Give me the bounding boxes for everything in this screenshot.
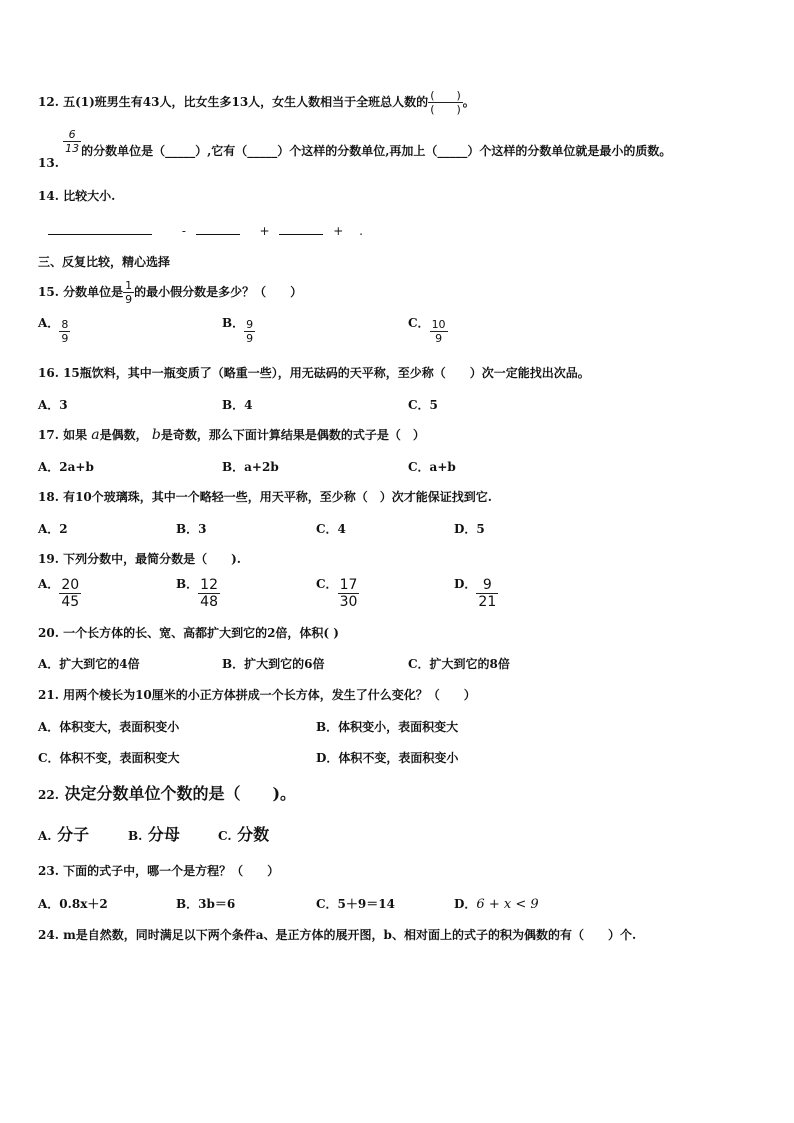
question-number: 19. bbox=[38, 552, 59, 566]
fraction-numerator: 6 bbox=[68, 128, 76, 141]
operator: - bbox=[181, 224, 186, 238]
question-20 bbox=[38, 625, 339, 641]
option-c[interactable]: C．体积不变，表面积变大 bbox=[38, 751, 180, 765]
option-c[interactable]: C．a+b bbox=[408, 460, 456, 474]
option-b[interactable]: B．4 bbox=[222, 398, 253, 412]
question-number: 21. bbox=[38, 688, 59, 702]
fraction bbox=[338, 577, 360, 610]
question-text: 的最小假分数是多少？（ ） bbox=[134, 285, 303, 299]
option-b[interactable]: B．3b＝6 bbox=[176, 897, 236, 911]
question-end: 。 bbox=[462, 95, 475, 109]
fraction-denominator: 30 bbox=[339, 594, 358, 610]
option-label: A． bbox=[38, 577, 60, 591]
fraction bbox=[476, 577, 498, 610]
question-number: 23. bbox=[38, 864, 59, 878]
question-21 bbox=[38, 687, 476, 703]
fraction-denominator: 9 bbox=[430, 331, 448, 345]
question-text: 的分数单位是（_____）,它有（_____）个这样的分数单位,再加上（_____）个这样的分数单位就是最小的质数。 bbox=[81, 144, 672, 158]
option-b[interactable] bbox=[176, 577, 220, 610]
option-a[interactable] bbox=[38, 825, 89, 846]
fraction-denominator: 45 bbox=[61, 594, 80, 610]
fraction-denominator: 21 bbox=[478, 594, 497, 610]
question-text: 一个长方体的长、宽、高都扩大到它的2倍，体积( ) bbox=[63, 626, 339, 640]
option-label: A． bbox=[38, 316, 60, 330]
option-label: A. bbox=[38, 829, 52, 843]
variable-a: a bbox=[91, 427, 100, 443]
question-text: 决定分数单位个数的是（ )。 bbox=[64, 784, 297, 803]
question-text: 用两个棱长为10厘米的小正方体拼成一个长方体，发生了什么变化？（ ） bbox=[63, 688, 476, 702]
question-number: 18. bbox=[38, 490, 59, 504]
question-23 bbox=[38, 863, 279, 879]
question-text: 下面的式子中，哪一个是方程？（ ） bbox=[63, 864, 280, 878]
option-a[interactable]: A．0.8x＋2 bbox=[38, 897, 108, 911]
fraction bbox=[244, 318, 255, 345]
fraction-numerator: ( ) bbox=[430, 89, 461, 102]
option-label: B． bbox=[222, 316, 245, 330]
question-text: 如果 bbox=[63, 428, 88, 442]
fraction-numerator: 1 bbox=[125, 279, 133, 292]
operator: + bbox=[333, 224, 344, 238]
question-text: 比较大小. bbox=[63, 189, 116, 203]
question-14 bbox=[38, 188, 115, 204]
option-a[interactable] bbox=[38, 318, 70, 345]
question-24 bbox=[38, 927, 636, 943]
option-c[interactable]: C．4 bbox=[316, 522, 346, 536]
question-number: 15. bbox=[38, 285, 59, 299]
question-number: 22. bbox=[38, 788, 59, 802]
option-label: C. bbox=[218, 829, 232, 843]
fraction bbox=[428, 89, 463, 116]
option-b[interactable] bbox=[222, 318, 255, 345]
question-17 bbox=[38, 427, 425, 443]
option-d[interactable]: D．5 bbox=[454, 522, 485, 536]
option-label: D． bbox=[454, 577, 477, 591]
option-b[interactable]: B．3 bbox=[176, 522, 207, 536]
question-16 bbox=[38, 365, 590, 381]
option-b[interactable]: B．体积变小，表面积变大 bbox=[316, 720, 459, 734]
option-label: D． bbox=[454, 897, 477, 911]
variable-b: b bbox=[151, 427, 161, 443]
question-text: m是自然数，同时满足以下两个条件a、是正方体的展开图，b、相对面上的式子的积为偶数的有（ ）个. bbox=[63, 928, 637, 942]
option-c[interactable] bbox=[218, 825, 269, 846]
option-c[interactable]: C．5 bbox=[408, 398, 438, 412]
option-c[interactable]: C．扩大到它的8倍 bbox=[408, 657, 510, 671]
option-d[interactable] bbox=[454, 577, 498, 610]
question-19 bbox=[38, 551, 241, 567]
section-title: 三、反复比较，精心选择 bbox=[38, 255, 171, 269]
option-expression: 6 + x < 9 bbox=[476, 897, 539, 912]
question-22 bbox=[38, 784, 296, 805]
option-label: C． bbox=[408, 316, 430, 330]
fraction-numerator: 20 bbox=[61, 577, 80, 593]
fraction-denominator: ( ) bbox=[430, 103, 461, 116]
question-text: 是偶数， bbox=[99, 428, 148, 442]
question-15 bbox=[38, 279, 302, 306]
fraction bbox=[430, 318, 448, 345]
option-a[interactable]: A．2 bbox=[38, 522, 68, 536]
question-number: 17. bbox=[38, 428, 59, 442]
fraction-denominator: 13 bbox=[65, 142, 80, 155]
fraction-numerator: 17 bbox=[339, 577, 358, 593]
fraction-numerator: 8 bbox=[61, 318, 69, 331]
question-13 bbox=[38, 128, 672, 170]
answer-blank[interactable] bbox=[279, 222, 323, 235]
option-text: 分数 bbox=[237, 825, 270, 844]
fraction-denominator: 48 bbox=[200, 594, 218, 610]
question-number: 20. bbox=[38, 626, 59, 640]
option-a[interactable]: A．3 bbox=[38, 398, 68, 412]
option-d[interactable]: D．体积不变，表面积变小 bbox=[316, 751, 459, 765]
comparison-row bbox=[48, 222, 363, 239]
option-b[interactable] bbox=[128, 825, 180, 846]
option-a[interactable]: A．扩大到它的4倍 bbox=[38, 657, 140, 671]
option-label: C． bbox=[316, 577, 338, 591]
fraction-numerator: 12 bbox=[200, 577, 218, 593]
option-c[interactable] bbox=[408, 318, 448, 345]
question-number: 16. bbox=[38, 366, 59, 380]
option-d[interactable] bbox=[454, 895, 539, 912]
option-text: 分母 bbox=[147, 825, 180, 844]
question-number: 14. bbox=[38, 189, 59, 203]
option-c[interactable] bbox=[316, 577, 359, 610]
option-text: 分子 bbox=[57, 825, 90, 844]
question-text: 五(1)班男生有43人，比女生多13人，女生人数相当于全班总人数的 bbox=[63, 95, 429, 109]
question-number: 24. bbox=[38, 928, 59, 942]
question-18 bbox=[38, 489, 492, 505]
fraction bbox=[59, 577, 81, 610]
question-12 bbox=[38, 89, 475, 116]
question-text: 15瓶饮料，其中一瓶变质了（略重一些），用无砝码的天平称，至少称（ ）次一定能找出次品。 bbox=[63, 366, 590, 380]
operator: + bbox=[259, 224, 270, 238]
question-text: 下列分数中，最简分数是（ ). bbox=[63, 552, 241, 566]
fraction-denominator: 9 bbox=[246, 332, 254, 345]
option-label: B． bbox=[176, 577, 199, 591]
option-a[interactable]: A．2a+b bbox=[38, 460, 94, 474]
question-text: 有10个玻璃珠，其中一个略轻一些，用天平称，至少称（ ）次才能保证找到它. bbox=[63, 490, 492, 504]
fraction bbox=[198, 577, 220, 610]
fraction bbox=[123, 279, 134, 306]
operator: . bbox=[359, 224, 363, 238]
option-a[interactable] bbox=[38, 577, 81, 610]
question-number: 12. bbox=[38, 95, 59, 109]
fraction-numerator: 10 bbox=[431, 318, 446, 331]
fraction-numerator: 9 bbox=[246, 318, 254, 331]
option-label: B. bbox=[128, 829, 143, 843]
question-text: 是奇数，那么下面计算结果是偶数的式子是（ ） bbox=[160, 428, 425, 442]
option-a[interactable]: A．体积变大，表面积变小 bbox=[38, 720, 180, 734]
answer-blank[interactable] bbox=[48, 222, 152, 235]
option-c[interactable]: C．5＋9＝14 bbox=[316, 897, 395, 911]
option-b[interactable]: B．a+2b bbox=[222, 460, 279, 474]
question-text: 分数单位是 bbox=[63, 285, 124, 299]
fraction bbox=[63, 128, 81, 155]
fraction bbox=[59, 318, 70, 345]
fraction-denominator: 9 bbox=[61, 332, 69, 345]
question-number: 13. bbox=[38, 156, 59, 170]
fraction-numerator: 9 bbox=[482, 577, 492, 593]
fraction-denominator: 9 bbox=[125, 293, 133, 306]
option-b[interactable]: B．扩大到它的6倍 bbox=[222, 657, 325, 671]
answer-blank[interactable] bbox=[196, 222, 240, 235]
